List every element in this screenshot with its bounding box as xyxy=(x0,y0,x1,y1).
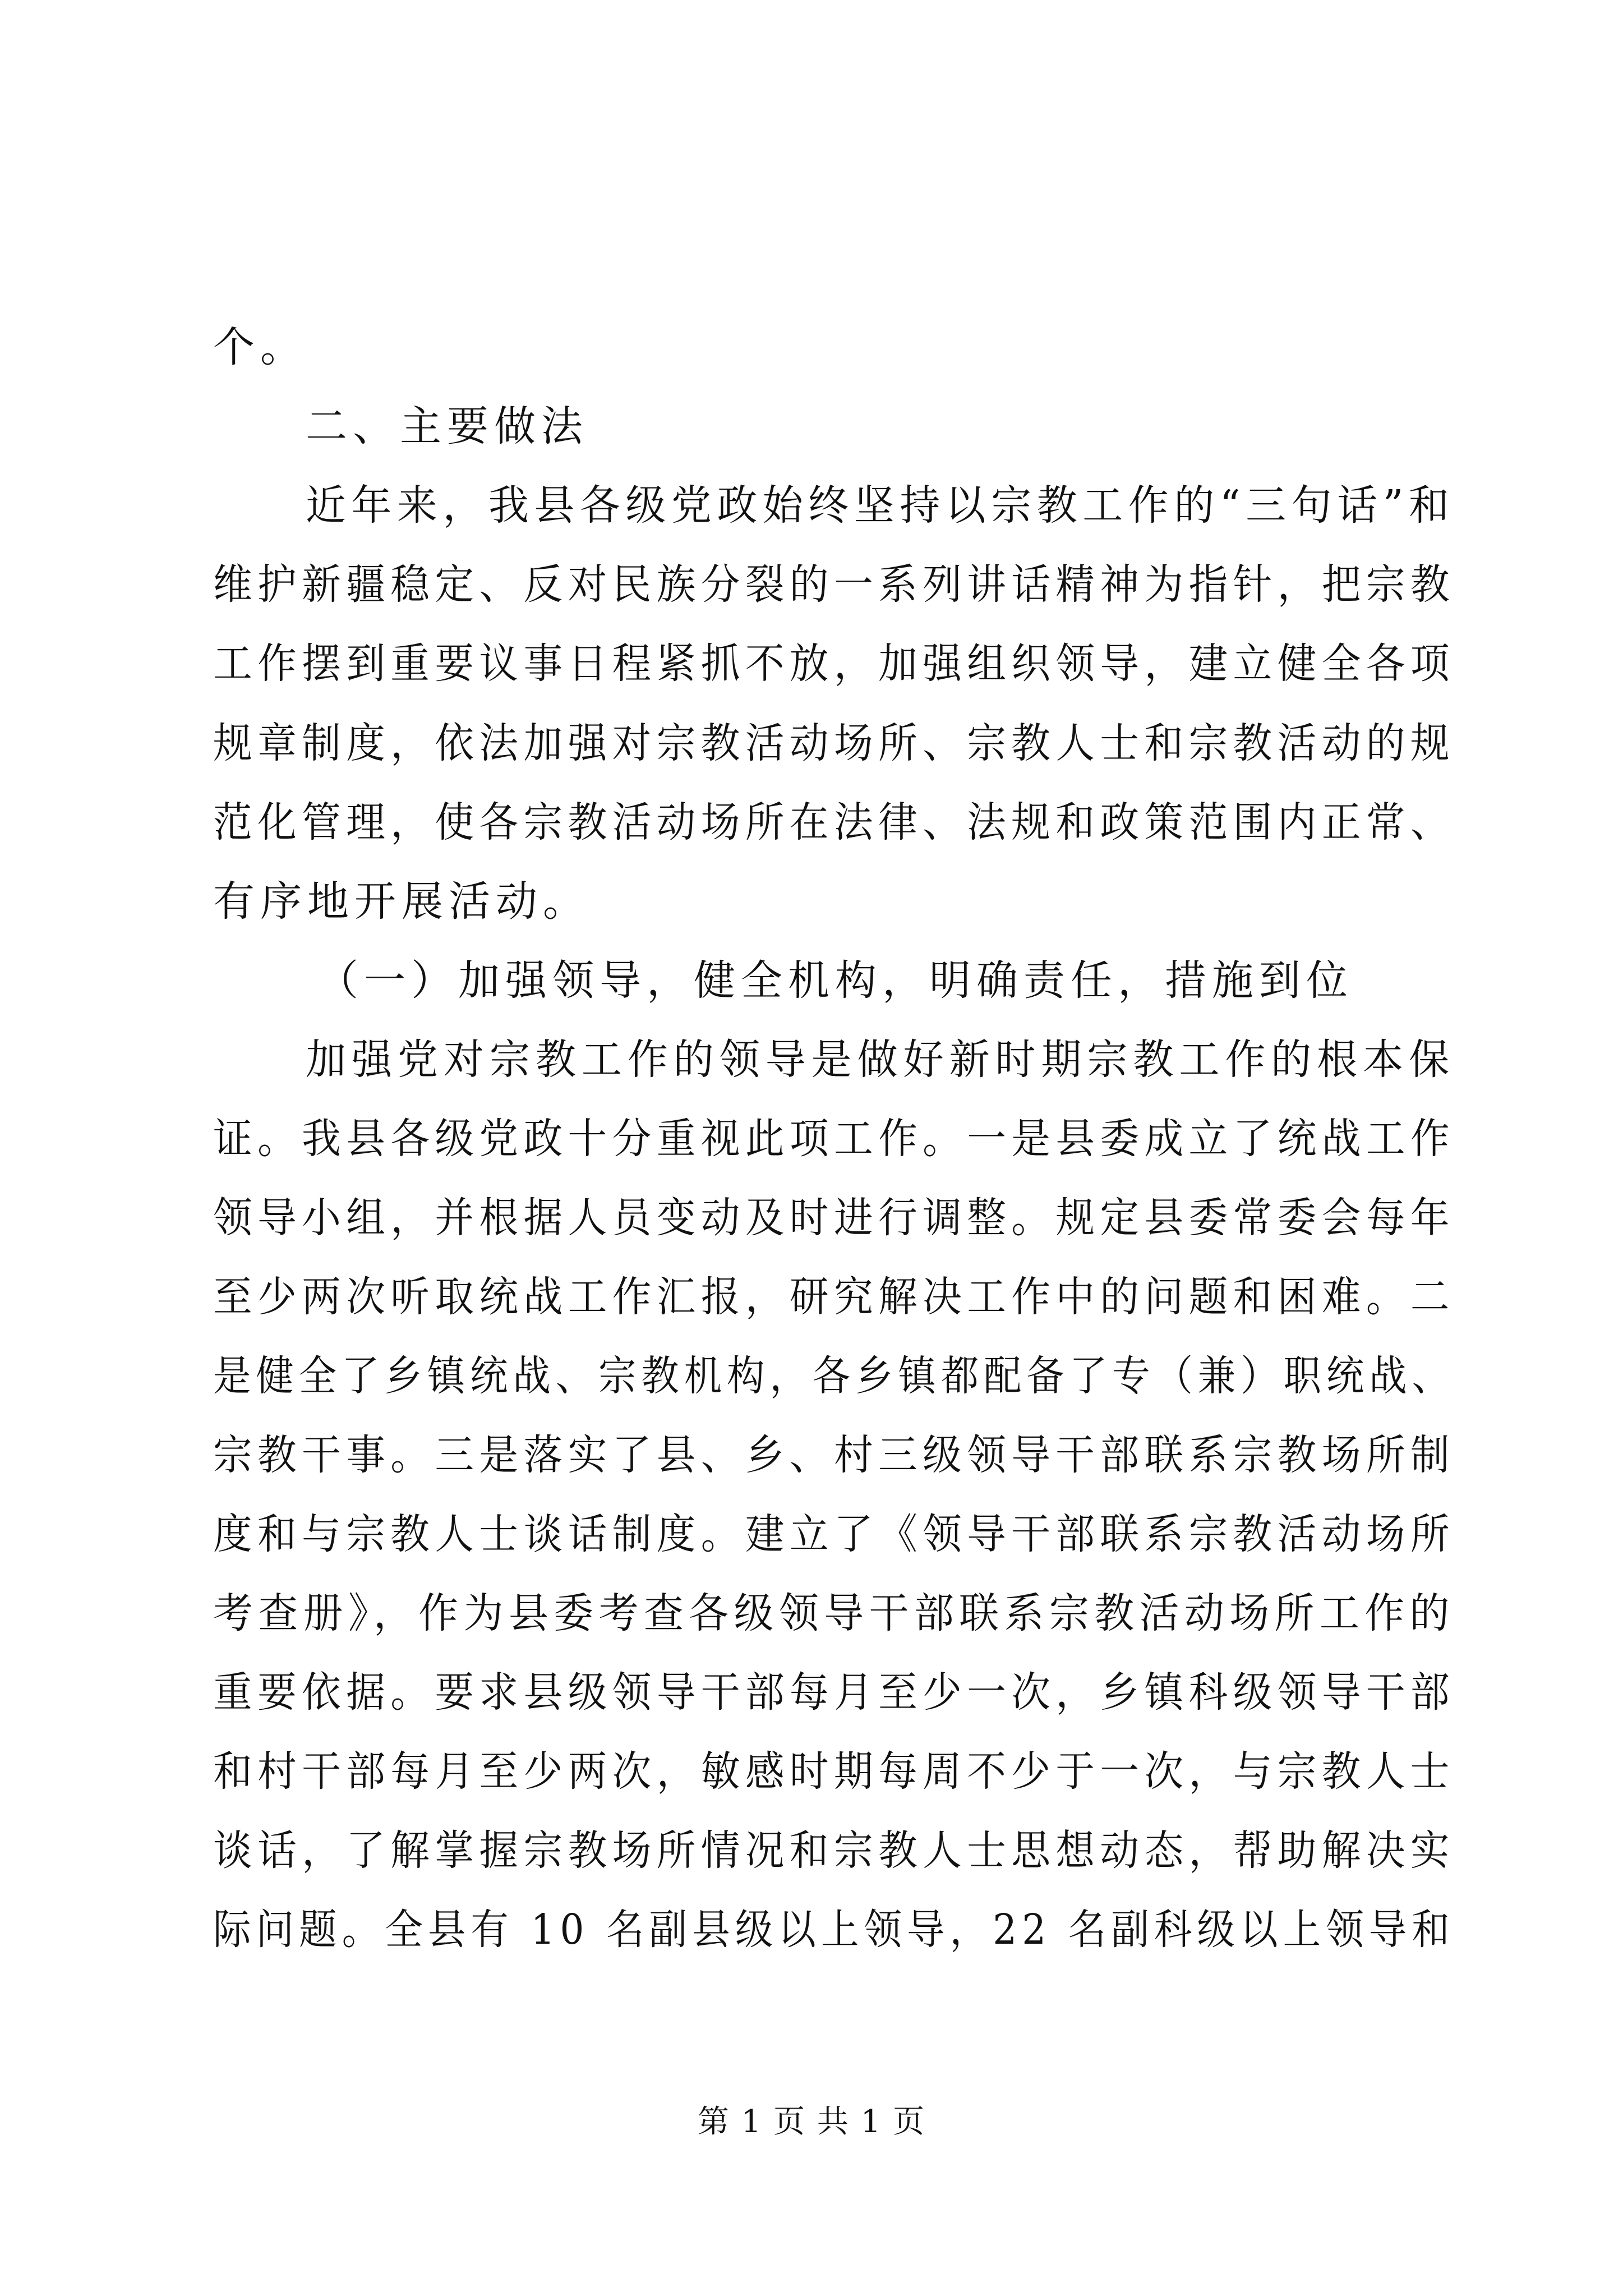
text-line: 是健全了乡镇统战、宗教机构，各乡镇都配备了专（兼）职统战、 xyxy=(213,1352,1455,1400)
text-line: 工作摆到重要议事日程紧抓不放，加强组织领导，建立健全各项 xyxy=(213,639,1455,688)
subsection-heading: （一）加强领导，健全机构，明确责任，措施到位 xyxy=(317,956,1353,1005)
text-line: 近年来，我县各级党政始终坚持以宗教工作的“三句话”和 xyxy=(306,481,1455,530)
text-line: 维护新疆稳定、反对民族分裂的一系列讲话精神为指针，把宗教 xyxy=(213,560,1455,609)
text-line: 规章制度，依法加强对宗教活动场所、宗教人士和宗教活动的规 xyxy=(213,719,1455,767)
text-line: 加强党对宗教工作的领导是做好新时期宗教工作的根本保 xyxy=(306,1036,1455,1084)
page-number-footer: 第 1 页 共 1 页 xyxy=(697,2104,926,2140)
text-line: 度和与宗教人士谈话制度。建立了《领导干部联系宗教活动场所 xyxy=(213,1510,1455,1558)
section-heading: 二、主要做法 xyxy=(306,402,588,450)
text-line: 至少两次听取统战工作汇报，研究解决工作中的问题和困难。二 xyxy=(213,1273,1455,1321)
text-line: 谈话，了解掌握宗教场所情况和宗教人士思想动态，帮助解决实 xyxy=(213,1826,1455,1875)
text-line: 重要依据。要求县级领导干部每月至少一次，乡镇科级领导干部 xyxy=(213,1668,1455,1717)
text-line: 宗教干事。三是落实了县、乡、村三级领导干部联系宗教场所制 xyxy=(213,1431,1455,1479)
text-line: 有序地开展活动。 xyxy=(213,877,590,926)
text-line: 和村干部每月至少两次，敏感时期每周不少于一次，与宗教人士 xyxy=(213,1747,1455,1796)
text-line: 领导小组，并根据人员变动及时进行调整。规定县委常委会每年 xyxy=(213,1194,1455,1242)
text-line: 考查册》，作为县委考查各级领导干部联系宗教活动场所工作的 xyxy=(213,1589,1455,1637)
text-line: 个。 xyxy=(213,323,307,371)
text-line: 际问题。全县有 10 名副县级以上领导，22 名副科级以上领导和 xyxy=(213,1906,1455,1954)
text-line: 范化管理，使各宗教活动场所在法律、法规和政策范围内正常、 xyxy=(213,798,1455,846)
text-line: 证。我县各级党政十分重视此项工作。一是县委成立了统战工作 xyxy=(213,1115,1455,1163)
